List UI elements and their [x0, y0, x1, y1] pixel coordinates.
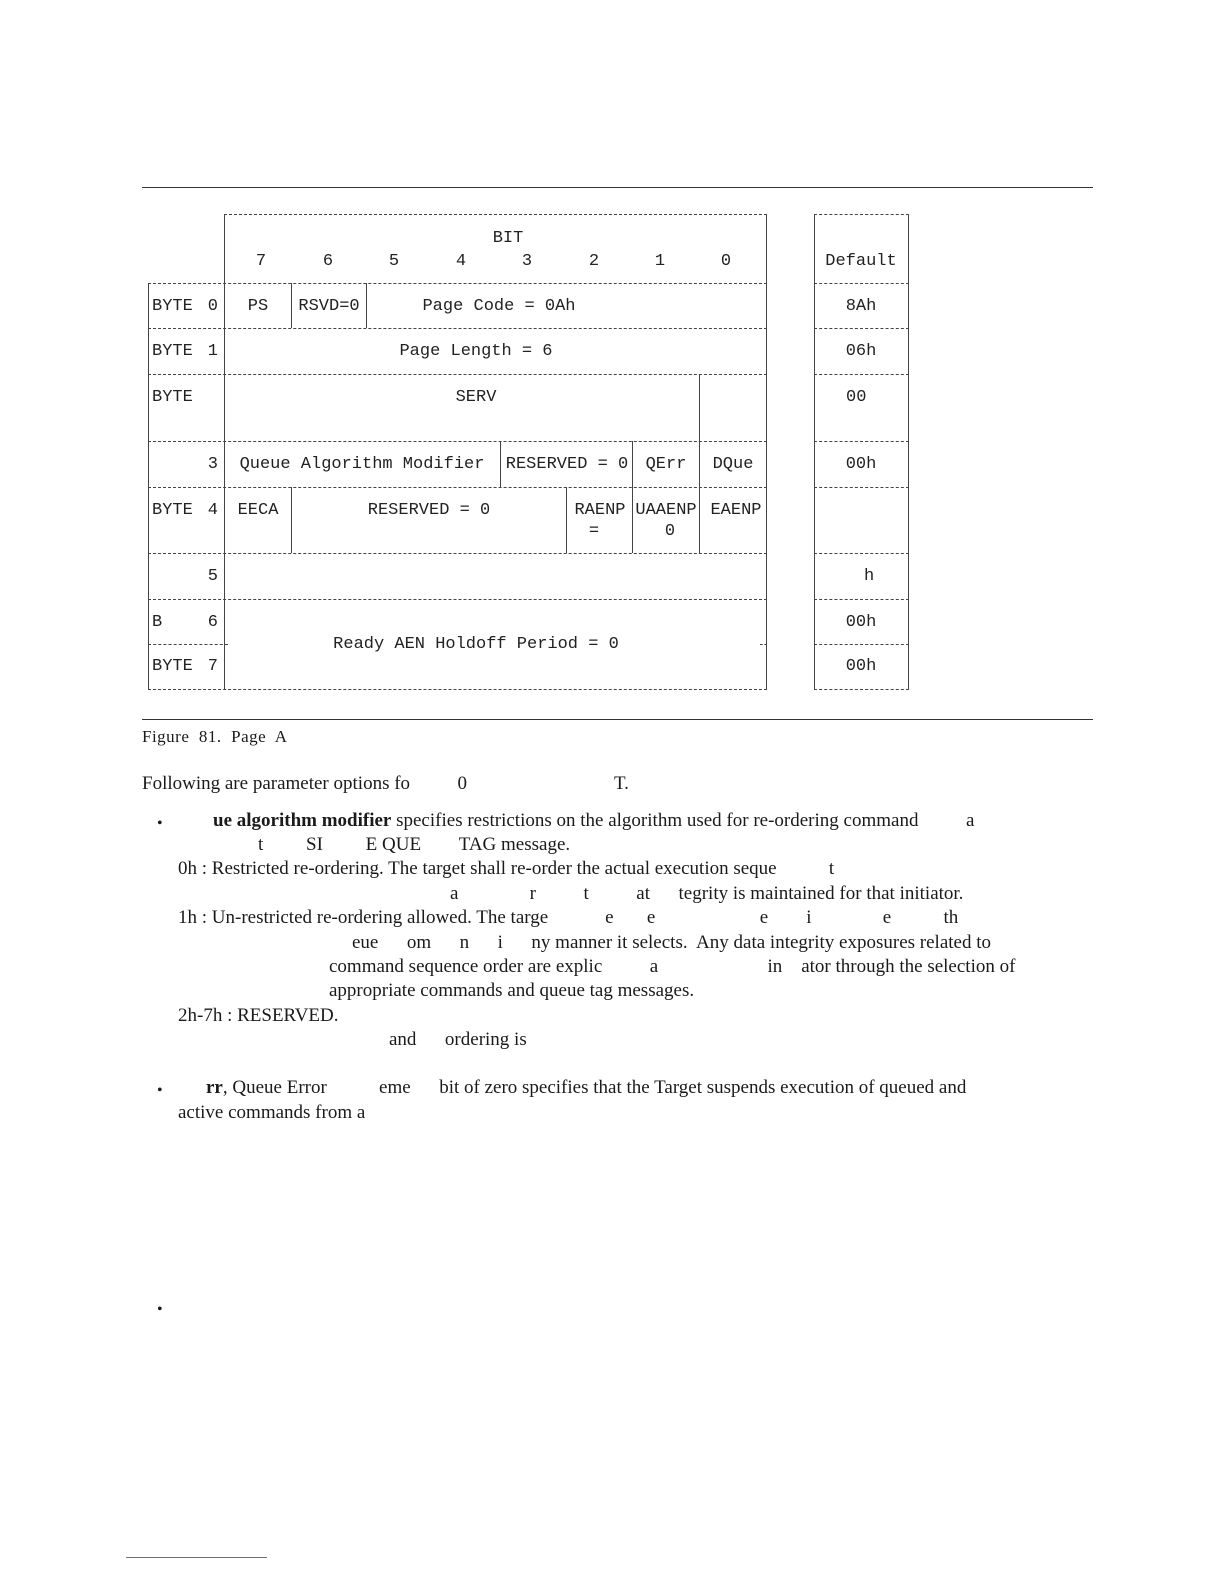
row-label-num: 4 — [207, 501, 218, 520]
qam-option-1h-cont: appropriate commands and queue tag messages. — [329, 980, 695, 1001]
default-value: 00h — [845, 455, 877, 474]
bit-2: 2 — [588, 252, 600, 271]
field-eeca: EECA — [237, 501, 279, 520]
field-reserved: RESERVED = 0 — [505, 455, 629, 474]
bit-1: 1 — [654, 252, 666, 271]
figure-bottom-rule — [142, 719, 1093, 720]
qam-option-1h: 1h : Un-restricted re-ordering allowed. The targe e e e i e th — [178, 907, 959, 928]
row-label-num: 0 — [207, 297, 218, 316]
default-value: 00 — [846, 388, 867, 407]
row-label: BYTE — [152, 657, 193, 676]
bit-6: 6 — [322, 252, 334, 271]
default-header: Default — [825, 252, 897, 271]
field-page-code: Page Code = 0Ah — [422, 297, 576, 316]
figure-caption: Figure 81. Page A — [142, 727, 288, 746]
field-dque: DQue — [712, 455, 754, 474]
row-label-num: 7 — [207, 657, 218, 676]
field-page-length: Page Length = 6 — [399, 342, 553, 361]
bullet-line: active commands from a — [178, 1102, 366, 1123]
default-value: 06h — [845, 342, 877, 361]
qam-option-1h-cont: command sequence order are explic a in ator through the selection of — [329, 956, 1016, 977]
qam-option-1h-cont: eue om n i ny manner it selects. Any data integrity exposures related to — [352, 932, 991, 953]
row-label: BYTE — [152, 342, 193, 361]
field-rsvd: RSVD=0 — [298, 297, 360, 316]
field-raenp-value: = — [588, 522, 600, 541]
qam-option-reserved-cont: and ordering is — [389, 1029, 527, 1050]
bit-0: 0 — [720, 252, 732, 271]
bit-5: 5 — [388, 252, 400, 271]
bit-3: 3 — [521, 252, 533, 271]
bullet-symbol: • — [157, 1082, 163, 1099]
bit-7: 7 — [255, 252, 267, 271]
default-value: 8Ah — [845, 297, 877, 316]
qam-option-0h: 0h : Restricted re-ordering. The target shall re-order the actual execution seque t — [178, 858, 835, 879]
bit-header: BIT — [492, 229, 524, 248]
bold-term: ue algorithm modifier — [213, 810, 392, 831]
field-ps: PS — [247, 297, 269, 316]
qam-option-reserved: 2h-7h : RESERVED. — [178, 1005, 339, 1026]
bullet-text: specifies restrictions on the algorithm used for re-ordering command a — [391, 810, 975, 831]
row-label-num: 3 — [207, 455, 218, 474]
intro-paragraph: Following are parameter options fo 0 T. — [142, 773, 629, 794]
bullet-line: t SI E QUE TAG message. — [258, 834, 571, 855]
bullet-qerr — [206, 1077, 966, 1099]
row-label: BYTE — [152, 297, 193, 316]
bullet-symbol: • — [157, 1301, 163, 1318]
field-ready-aen-holdoff: Ready AEN Holdoff Period = 0 — [333, 635, 619, 654]
field-uaaenp-value: 0 — [664, 522, 676, 541]
row-label-num: 5 — [207, 567, 218, 586]
row-label: BYTE — [152, 388, 193, 407]
field-raenp: RAENP — [574, 501, 626, 520]
qam-option-0h-cont: a r t at tegrity is maintained for that initiator. — [450, 883, 964, 904]
bullet-text: , Queue Error eme bit of zero specifies that the Target suspends execution of queued and — [222, 1077, 967, 1098]
field-eaenp: EAENP — [710, 501, 762, 520]
bold-term: rr — [206, 1077, 223, 1098]
field-queue-algorithm-modifier: Queue Algorithm Modifier — [239, 455, 485, 474]
default-value: 00h — [845, 657, 877, 676]
row-label: B — [152, 613, 163, 632]
default-value: h — [864, 567, 875, 586]
bullet-queue-algorithm-modifier — [213, 810, 974, 832]
row-label: BYTE — [152, 501, 193, 520]
field-uaaenp: UAAENP — [635, 501, 697, 520]
default-value: 00h — [845, 613, 877, 632]
bullet-symbol: • — [157, 815, 163, 832]
footer-link-underline — [126, 1557, 267, 1558]
row-label-num: 6 — [207, 613, 218, 632]
field-qerr: QErr — [645, 455, 687, 474]
figure-top-rule — [142, 187, 1093, 188]
row-label-num: 1 — [207, 342, 218, 361]
field-serv: SERV — [455, 388, 497, 407]
field-reserved: RESERVED = 0 — [367, 501, 491, 520]
bit-4: 4 — [455, 252, 467, 271]
